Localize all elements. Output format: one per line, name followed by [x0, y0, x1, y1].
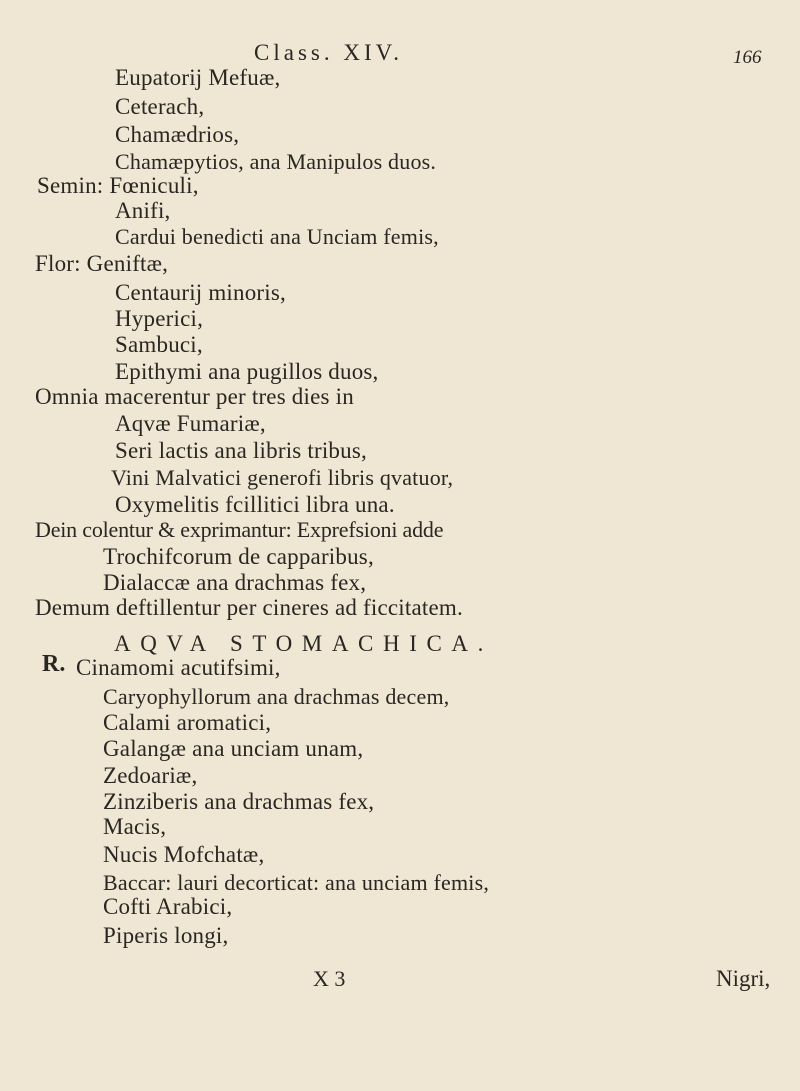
text-line: Chamæpytios, ana Manipulos duos.: [115, 149, 437, 174]
text-line: Omnia macerentur per tres dies in: [35, 384, 354, 409]
text-line: Flor: Geniftæ,: [35, 251, 169, 276]
text-line: Dein colentur & exprimantur: Exprefsioni adde: [35, 517, 444, 542]
text-line: Semin: Fœniculi,: [37, 173, 199, 198]
text-line: Hyperici,: [115, 306, 204, 331]
running-title: Class. XIV.: [254, 40, 404, 65]
section-heading: AQVA STOMACHICA.: [114, 631, 493, 656]
text-line: Aqvæ Fumariæ,: [115, 411, 266, 436]
text-line: Cinamomi acutifsimi,: [76, 655, 281, 680]
text-line: Trochifcorum de capparibus,: [103, 544, 374, 569]
page-number: 166: [733, 47, 762, 68]
text-line: Demum deftillentur per cineres ad ficcitatem.: [35, 595, 463, 620]
text-line: Oxymelitis fcillitici libra una.: [115, 492, 395, 517]
text-line: Piperis longi,: [103, 923, 229, 948]
text-line: Galangæ ana unciam unam,: [103, 736, 364, 761]
text-line: Cofti Arabici,: [103, 894, 233, 919]
text-line: Caryophyllorum ana drachmas decem,: [103, 684, 450, 709]
text-line: Nucis Mofchatæ,: [103, 842, 265, 867]
text-line: Chamædrios,: [115, 122, 240, 147]
text-line: Calami aromatici,: [103, 710, 272, 735]
recipe-symbol: R.: [42, 651, 66, 677]
text-line: Eupatorij Mefuæ,: [115, 65, 281, 90]
text-line: Seri lactis ana libris tribus,: [115, 438, 367, 463]
text-line: Macis,: [103, 814, 167, 839]
text-line: Ceterach,: [115, 94, 205, 119]
text-line: Centaurij minoris,: [115, 280, 286, 305]
text-line: Epithymi ana pugillos duos,: [115, 359, 379, 384]
text-line: Cardui benedicti ana Unciam femis,: [115, 224, 439, 249]
text-line: Anifi,: [115, 198, 171, 223]
catchword: Nigri,: [716, 966, 771, 991]
signature-mark: X 3: [313, 966, 346, 991]
text-line: Zedoariæ,: [103, 763, 198, 788]
text-line: Dialaccæ ana drachmas fex,: [103, 570, 367, 595]
text-line: Zinziberis ana drachmas fex,: [103, 789, 375, 814]
text-line: Sambuci,: [115, 332, 203, 357]
text-line: Baccar: lauri decorticat: ana unciam femis,: [103, 870, 490, 895]
text-line: Vini Malvatici generofi libris qvatuor,: [111, 465, 454, 490]
